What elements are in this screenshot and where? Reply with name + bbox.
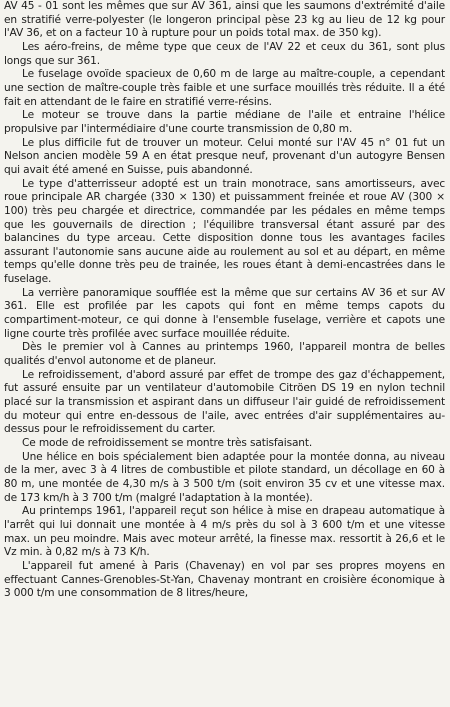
article-text xyxy=(4,0,445,601)
paragraph-7: La verrière panoramique soufflée est la même que sur certains AV 36 et sur AV 361. Elle est profilée par les capots qui font en même temps capots du compartiment-moteur, ce qui donne à l'ensemble fuselage, verrière et capots une ligne courte très profilée avec surface mouillée réduite. xyxy=(4,286,445,340)
paragraph-4: Le moteur se trouve dans la partie médiane de l'aile et entraine l'hélice propulsive par l'intermédiaire d'une courte transmission de 0,80 m. xyxy=(4,109,445,135)
paragraph-13: L'appareil fut amené à Paris (Chavenay) en vol par ses propres moyens en effectuant Cannes-Grenobles-St-Yan, Chavenay montrant en croisière économique à 3 000 t/m une consommation de 8 litres/heure, xyxy=(4,559,445,600)
paragraph-1: AV 45 - 01 sont les mêmes que sur AV 361, ainsi que les saumons d'extrémité d'aile en stratifié verre-polyester (le longeron principal pèse 23 kg au lieu de 12 kg pour l'AV 36, et on a facteur 10 à rupture pour un poids total max. de 350 kg). xyxy=(4,0,445,40)
paragraph-9: Le refroidissement, d'abord assuré par effet de trompe des gaz d'échappement, fut assuré ensuite par un ventilateur d'automobile Citröen DS 19 en nylon technil placé sur la transmission et aspirant dans un diffuseur l'air guidé de refroidissement du moteur qui entre en-dessous de l'aile, avec entrées d'air supplémentaires au-dessus pour le refroidissement du carter. xyxy=(4,368,445,436)
paragraph-6: Le type d'atterrisseur adopté est un train monotrace, sans amortisseurs, avec roue principale AR chargée (330 × 130) et puissamment freinée et roue AV (300 × 100) très peu chargée et directrice, commandée par les pédales en même temps que les gouvernails de direction ; l'équilibre transversal étant assuré par des balancines du type arceau. Cette disposition donne tous les avantages faciles assurant l'autonomie sans aucune aide au roulement au sol et au départ, en même temps qu'elle donne très peu de trainée, les roues étant à demi-encastrées dans le fuselage. xyxy=(4,177,445,286)
paragraph-12: Au printemps 1961, l'appareil reçut son hélice à mise en drapeau automatique à l'arrêt qui lui donnait une montée à 4 m/s près du sol à 3 600 t/m et une vitesse max. un peu moindre. Mais avec moteur arrêté, la finesse max. ressortit à 26,6 et le Vz min. à 0,82 m/s à 73 K/h. xyxy=(4,505,445,559)
paragraph-5: Le plus difficile fut de trouver un moteur. Celui monté sur l'AV 45 n° 01 fut un Nelson ancien modèle 59 A en état presque neuf, provenant d'un autogyre Bensen qui avait été amené en Suisse, puis abandonné. xyxy=(4,136,445,176)
paragraph-3: Le fuselage ovoïde spacieux de 0,60 m de large au maître-couple, a cependant une section de maître-couple très faible et une surface mouillés très réduite. Il a été fait en attendant de le faire en stratifié verre-résins. xyxy=(4,68,445,108)
paragraph-8: Dès le premier vol à Cannes au printemps 1960, l'appareil montra de belles qualités d'envol autonome et de planeur. xyxy=(4,341,445,368)
paragraph-2: Les aéro-freins, de même type que ceux de l'AV 22 et ceux du 361, sont plus longs que sur 361. xyxy=(4,40,445,67)
paragraph-11: Une hélice en bois spécialement bien adaptée pour la montée donna, au niveau de la mer, avec 3 à 4 litres de combustible et pilote standard, un décollage en 60 à 80 m, une montée de 4,30 m/s à 3 500 t/m (soit environ 35 cv et une vitesse max. de 173 km/h à 3 700 t/m (malgré l'adaptation à la montée). xyxy=(4,450,445,504)
paragraph-10: Ce mode de refroidissement se montre très satisfaisant. xyxy=(22,437,313,449)
